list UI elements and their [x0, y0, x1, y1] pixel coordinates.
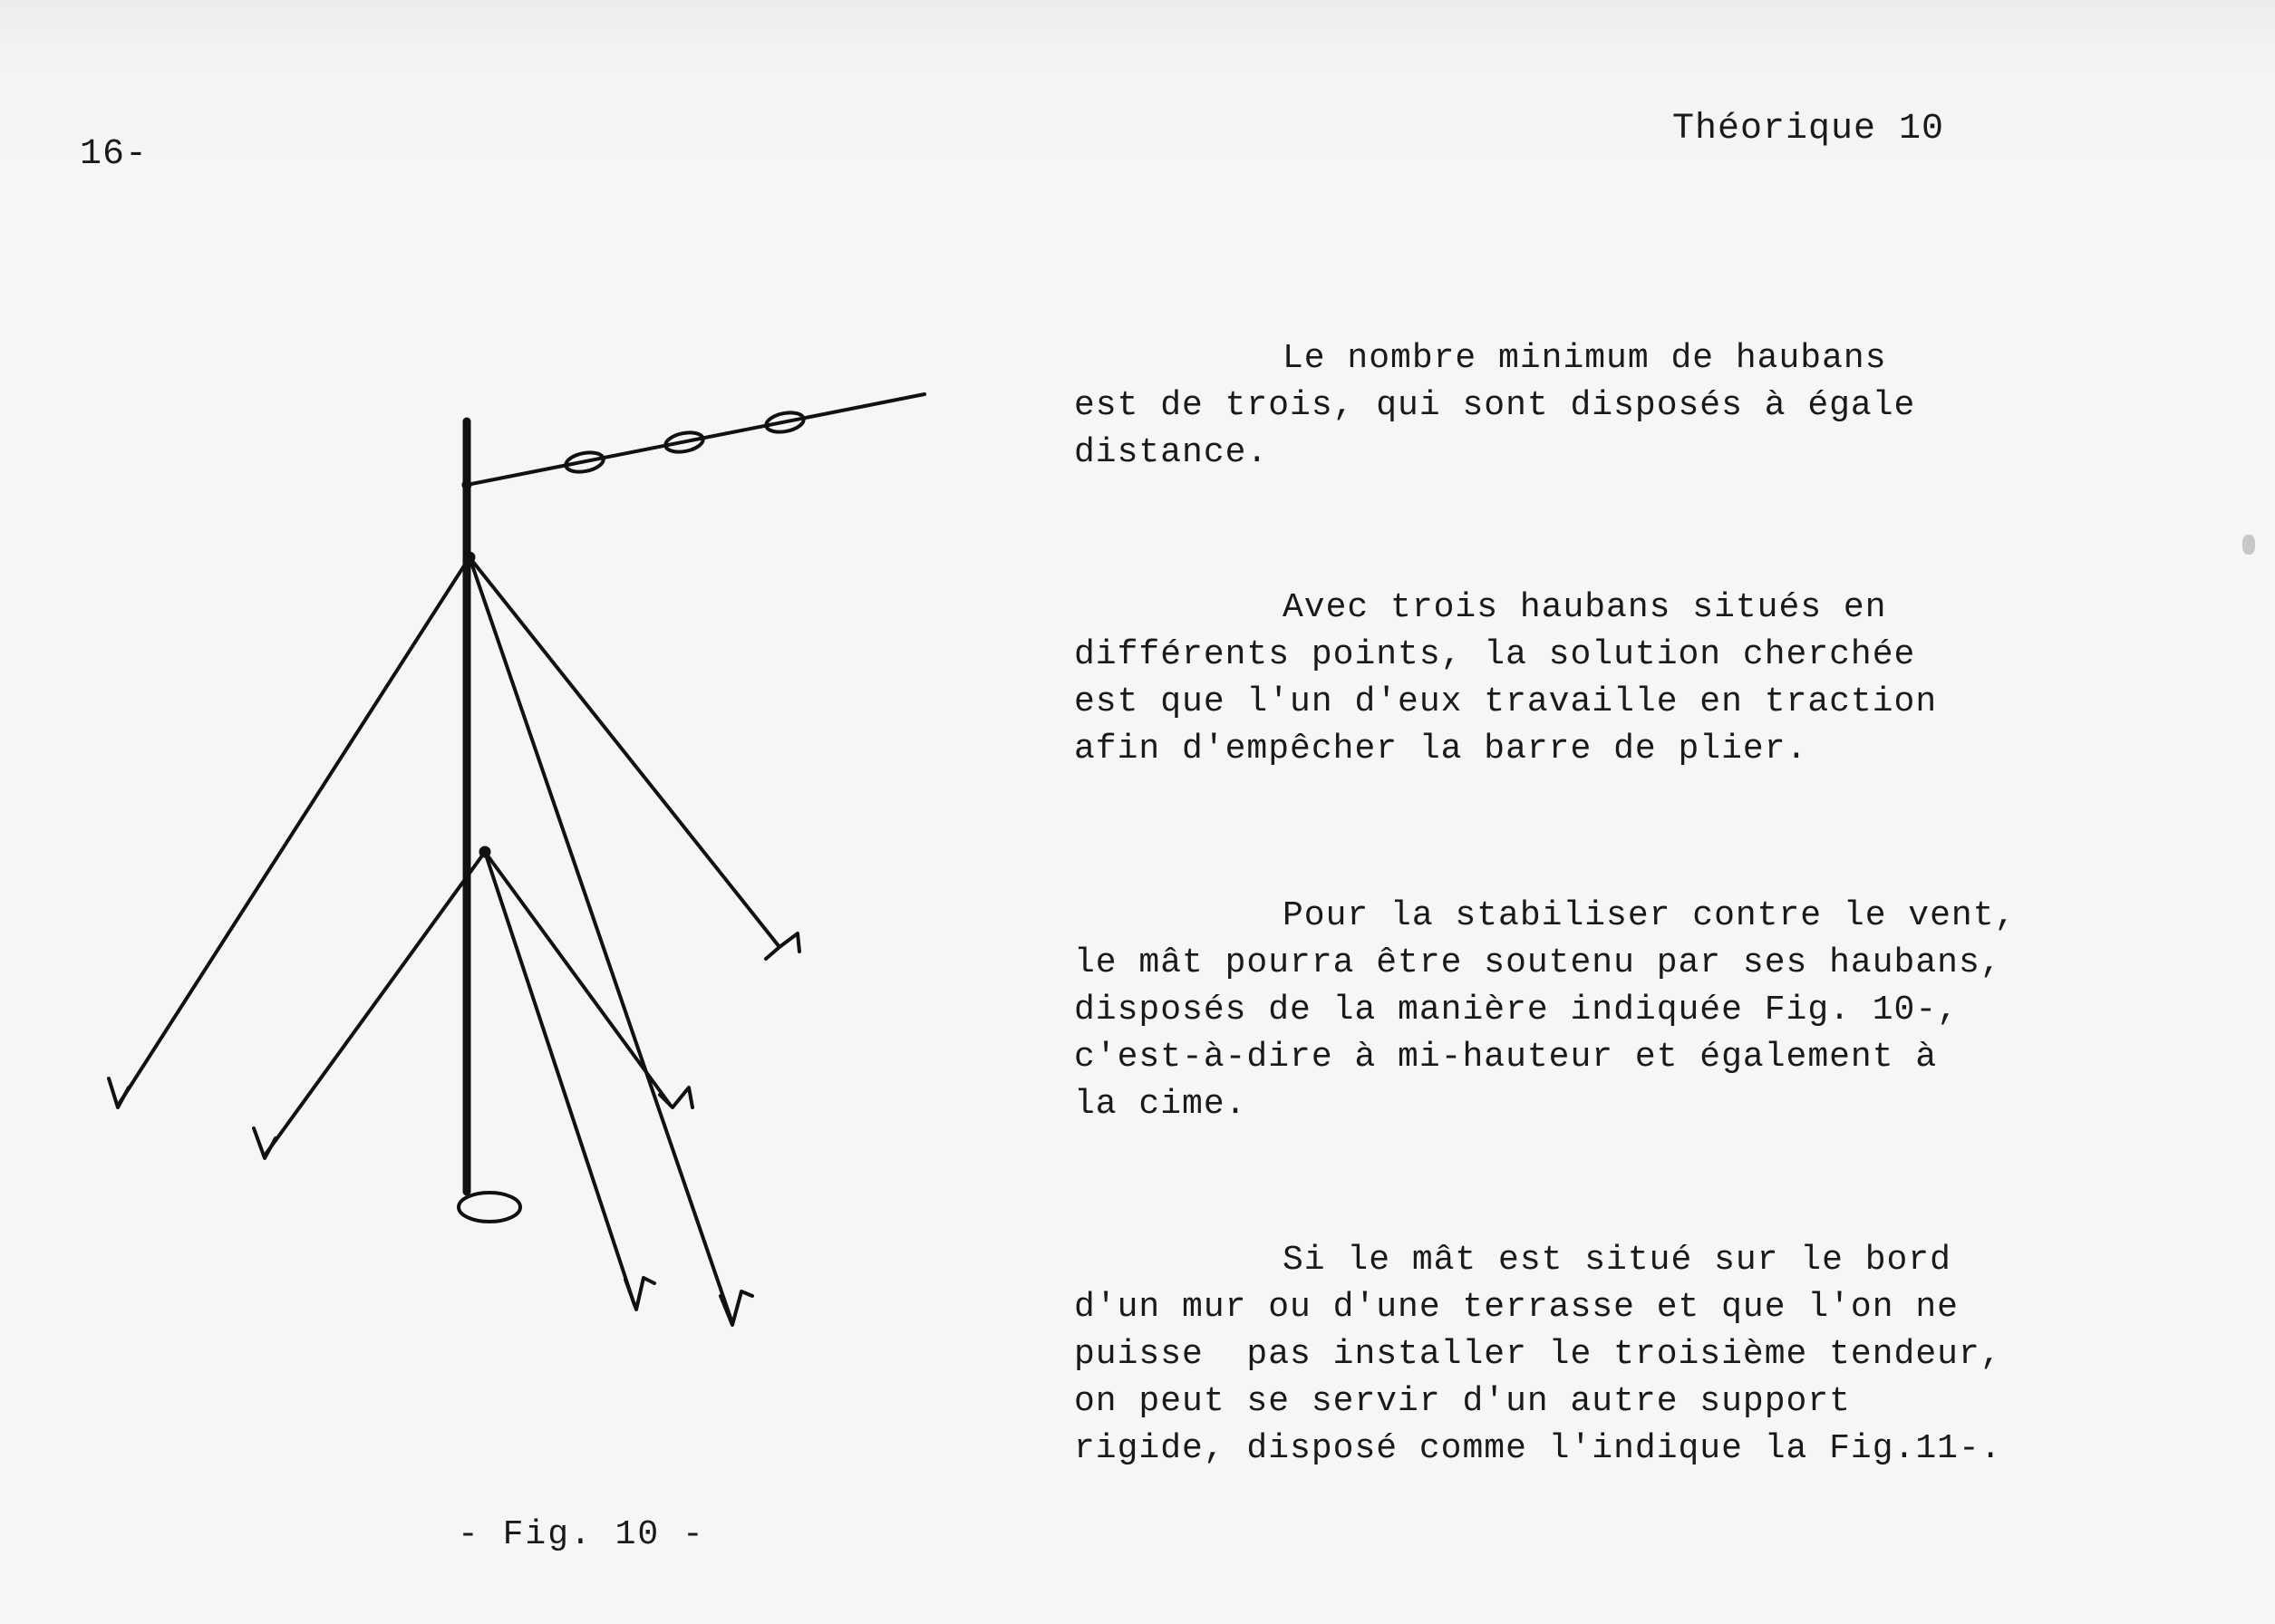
paragraph-line: distance. — [1074, 433, 1269, 472]
top-guy-wires — [118, 557, 779, 1323]
paragraph-line: est que l'un d'eux travaille en traction — [1074, 682, 1938, 721]
paragraph-line: Le nombre minimum de haubans — [1283, 339, 1887, 378]
mast-base-plate — [459, 1193, 520, 1222]
paragraph-4 — [1074, 1237, 2116, 1473]
figure-caption: - Fig. 10 - — [458, 1515, 705, 1554]
paragraph-line: Si le mât est situé sur le bord — [1283, 1241, 1951, 1280]
paragraph-line: on peut se servir d'un autre support — [1074, 1382, 1851, 1421]
paragraph-3 — [1074, 893, 2116, 1128]
paragraph-line: la cime. — [1074, 1085, 1247, 1124]
paragraph-line: le mât pourra être soutenu par ses haubans, — [1074, 943, 2002, 982]
figure-mast-guy-wires — [54, 362, 961, 1405]
page-number: 16- — [80, 134, 149, 175]
paragraph-line: d'un mur ou d'une terrasse et que l'on ne — [1074, 1288, 1959, 1327]
mast-diagram — [54, 362, 961, 1405]
paragraph-line: Avec trois haubans situés en — [1283, 588, 1887, 627]
paragraph-line: disposés de la manière indiquée Fig. 10-, — [1074, 991, 1959, 1030]
mid-attachment-point — [479, 846, 490, 857]
paragraph-line: afin d'empêcher la barre de plier. — [1074, 730, 1808, 768]
antenna-wire — [467, 394, 925, 485]
running-head: Théorique 10 — [1672, 109, 1945, 150]
paragraph-line: différents points, la solution cherchée — [1074, 635, 1916, 674]
paragraph-line: Pour la stabiliser contre le vent, — [1283, 896, 2017, 935]
paragraph-line: puisse pas installer le troisième tendeur, — [1074, 1335, 2002, 1374]
paragraph-line: est de trois, qui sont disposés à égale — [1074, 386, 1916, 425]
scan-smudge — [2242, 535, 2255, 555]
paragraph-line: c'est-à-dire à mi-hauteur et également à — [1074, 1038, 1938, 1077]
wire-attachment-point — [462, 480, 471, 489]
paragraph-2 — [1074, 585, 2116, 773]
top-attachment-point — [464, 552, 475, 563]
mast-pole — [461, 421, 467, 1192]
ground-anchors — [109, 933, 799, 1325]
paragraph-line: rigide, disposé comme l'indique la Fig.11-. — [1074, 1429, 2002, 1468]
paragraph-1 — [1074, 335, 2116, 477]
